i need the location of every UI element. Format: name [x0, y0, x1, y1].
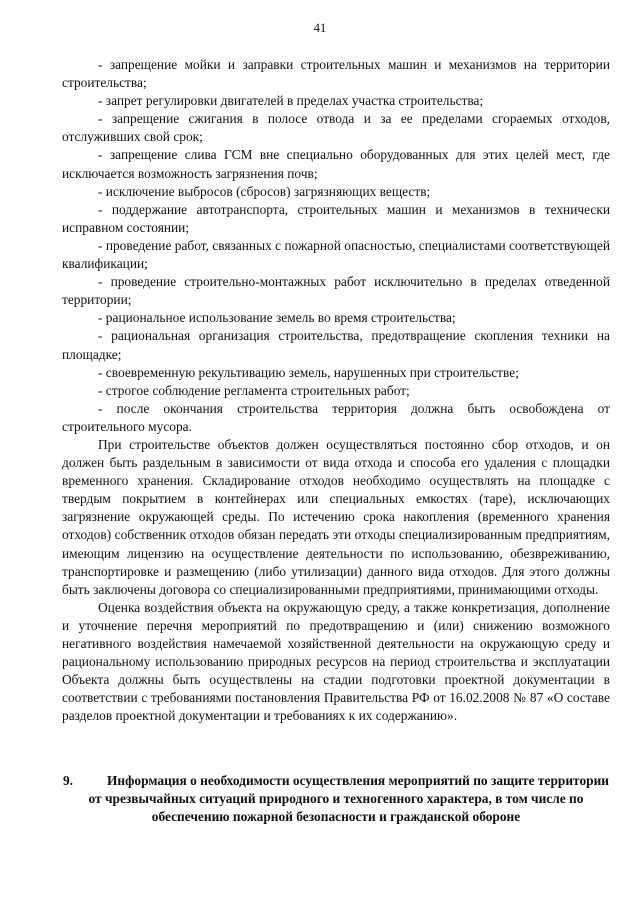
list-item: - проведение строительно-монтажных работ исключительно в пределах отведенной территории;	[62, 274, 610, 308]
list-item: - рациональное использование земель во время строительства;	[98, 310, 456, 326]
list-item: - строгое соблюдение регламента строительных работ;	[98, 382, 410, 398]
list-item: - запрещение мойки и заправки строительных машин и механизмов на территории строительства;	[62, 57, 610, 91]
section-heading	[60, 772, 612, 825]
list-item: - запрещение сжигания в полосе отвода и за ее пределами сгораемых отходов, отслуживших свой срок;	[62, 111, 610, 145]
page-number: 41	[313, 21, 327, 35]
list-item: - запрет регулировки двигателей в пределах участка строительства;	[98, 93, 484, 109]
section-number: 9.	[62, 773, 74, 788]
list-item: - поддержание автотранспорта, строительных машин и механизмов в технически исправном состоянии;	[62, 201, 610, 235]
list-item: - своевременную рекультивацию земель, нарушенных при строительстве;	[98, 364, 519, 380]
section-title: Информация о необходимости осуществления мероприятий по защите территории от чрезвычайных ситуаций природного и техногенного характера, в том числе по обеспечению пожарной безопасности и гражданской обороне	[88, 773, 610, 824]
document-body	[62, 56, 610, 725]
assessment-paragraph: Оценка воздействия объекта на окружающую среду, а также конкретизация, дополнение и уточнение перечня мероприятий по предотвращению и (или) снижению возможного негативного воздействия намечаемой хозяйственной деятельности на окружающую среду и рациональному использованию природных ресурсов на период строительства и эксплуатации Объекта должны быть осуществлены на стадии подготовки проектной документации в соответствии с требованиями постановления Правительства РФ от 16.02.2008 № 87 «О составе разделов проектной документации и требованиях к их содержанию».	[62, 599, 610, 724]
list-item: - после окончания строительства территория должна быть освобождена от строительного мусора.	[62, 400, 610, 434]
list-item: - проведение работ, связанных с пожарной опасностью, специалистами соответствующей квалификации;	[62, 237, 610, 272]
list-item: - исключение выбросов (сбросов) загрязняющих веществ;	[98, 183, 431, 199]
list-item: - запрещение слива ГСМ вне специально оборудованных для этих целей мест, где исключается возможность загрязнения почв;	[62, 147, 610, 181]
waste-paragraph: При строительстве объектов должен осуществляться постоянно сбор отходов, и он должен быть раздельным в зависимости от вида отхода и способа его удаления с площадки временного хранения. Складирование отходов необходимо осуществлять на площадке с твердым покрытием в контейнерах или специальных емкостях (таре), исключающих загрязнение окружающей среды. По истечению срока накопления (временного хранения отходов) собственник отходов обязан передать эти отходы специализированным предприятиям, имеющим лицензию на осуществление деятельности по использованию, обезвреживанию, транспортировке и размещению (либо утилизации) данного вида отходов. Для этого должны быть заключены договора со специализированными предприятиями, принимающими отходы.	[62, 436, 610, 597]
list-item: - рациональная организация строительства, предотвращение скопления техники на площадке;	[62, 328, 610, 362]
